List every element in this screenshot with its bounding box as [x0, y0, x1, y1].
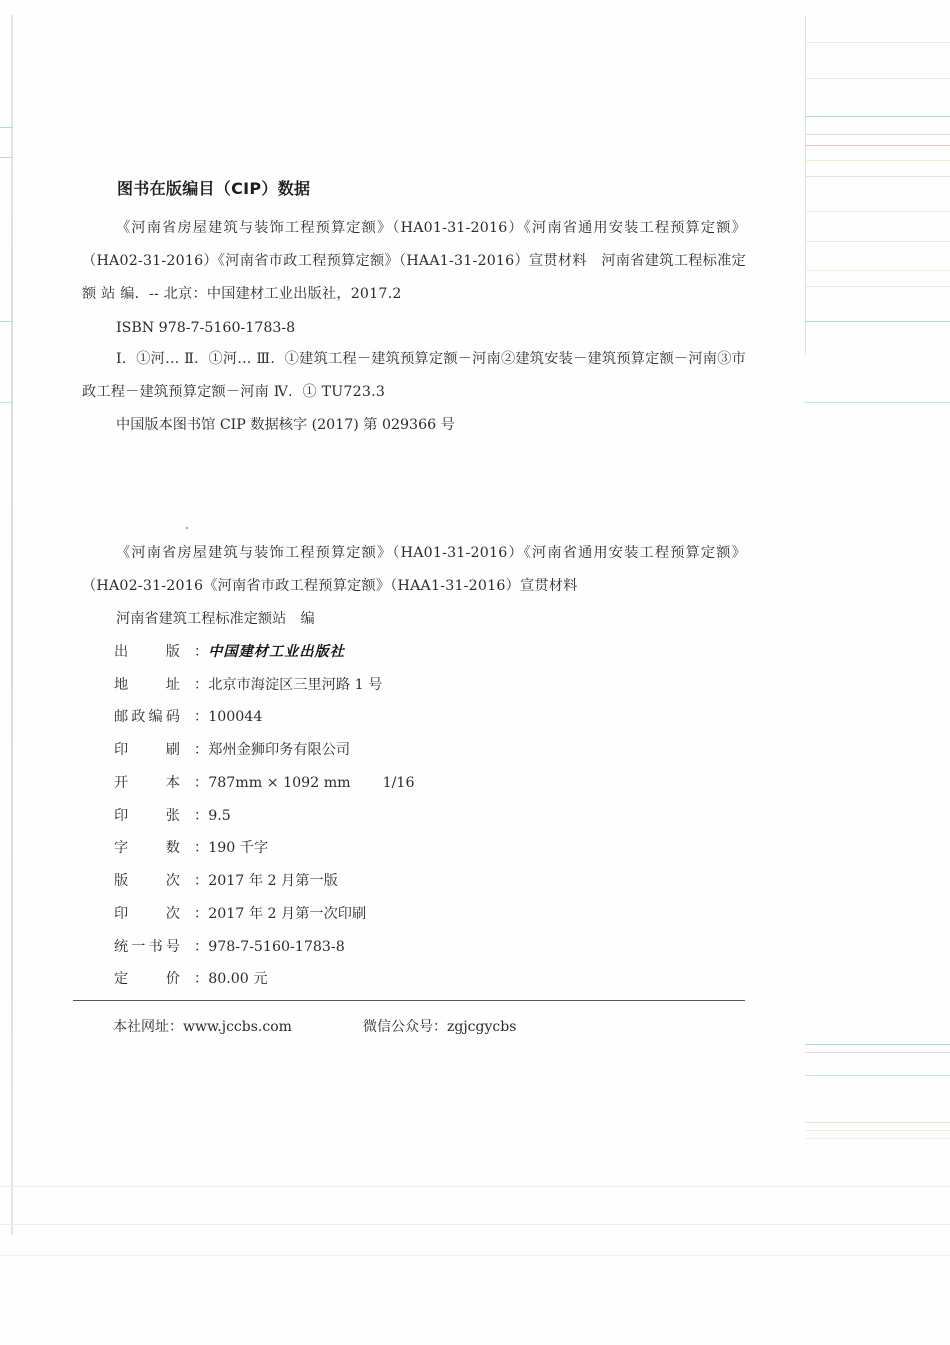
imprint-value: 郑州金狮印务有限公司	[208, 742, 351, 758]
imprint-postcode	[114, 705, 262, 729]
colon: ：	[194, 709, 209, 725]
colon: ：	[194, 677, 209, 693]
cip-isbn: ISBN 978-7-5160-1783-8	[116, 320, 296, 336]
scan-edge-right	[805, 15, 806, 355]
book-title-paragraph: 《河南省房屋建筑与装饰工程预算定额》（HA01-31-2016）《河南省通用安装工程预算定额》（HA02-31-2016《河南省市政工程预算定额》（HAA1-31-2016）宣贯材料	[82, 545, 746, 594]
scan-artifact-line	[805, 1138, 950, 1139]
imprint-value: 190 千字	[208, 840, 269, 856]
wechat-account: zgjcgycbs	[447, 1019, 517, 1035]
imprint-format	[114, 771, 415, 795]
imprint-label: 出版	[114, 644, 180, 660]
scan-artifact-line	[805, 402, 950, 403]
scan-artifact-line	[0, 157, 12, 158]
imprint-value: 100044	[208, 709, 263, 725]
imprint-label: 印张	[114, 808, 180, 824]
footer-divider	[73, 1000, 745, 1001]
scan-artifact-line	[805, 241, 950, 242]
scan-artifact-line	[805, 1130, 950, 1131]
colon: ：	[194, 840, 209, 856]
imprint-label: 统一书号	[114, 939, 180, 955]
imprint-price	[114, 967, 268, 991]
cip-record-number: 中国版本图书馆 CIP 数据核字 (2017) 第 029366 号	[116, 417, 455, 433]
imprint-printer	[114, 738, 350, 762]
imprint-label: 定价	[114, 971, 180, 987]
scan-artifact-line	[805, 176, 950, 177]
cip-classification	[82, 343, 746, 409]
scan-artifact-line	[805, 270, 950, 271]
scan-artifact-line	[805, 42, 950, 43]
scan-artifact-line	[805, 286, 950, 287]
footer-wechat	[363, 1016, 516, 1036]
scan-artifact-line	[805, 78, 950, 79]
imprint-word-count	[114, 836, 268, 860]
imprint-value: 787mm × 1092 mm	[208, 775, 351, 791]
scan-artifact-line	[0, 321, 12, 322]
scan-edge-left	[11, 15, 13, 1235]
scan-artifact-line	[805, 145, 950, 146]
book-editor: 河南省建筑工程标准定额站 编	[116, 611, 315, 627]
website-url: www.jccbs.com	[183, 1019, 292, 1035]
scan-artifact-line	[805, 1122, 950, 1123]
imprint-value: 978-7-5160-1783-8	[208, 939, 345, 955]
scan-artifact-band	[0, 1255, 950, 1256]
footer-website	[113, 1016, 292, 1036]
imprint-label: 邮政编码	[114, 709, 180, 725]
scan-artifact-line	[805, 1052, 950, 1053]
scan-artifact-line	[805, 160, 950, 161]
imprint-value: 9.5	[208, 808, 231, 824]
website-label: 本社网址：	[113, 1019, 183, 1035]
imprint-edition	[114, 869, 338, 893]
scan-artifact-line	[805, 116, 950, 117]
imprint-printing	[114, 902, 366, 926]
imprint-book-number	[114, 935, 345, 959]
imprint-label: 印次	[114, 906, 180, 922]
colon: ：	[194, 742, 209, 758]
scan-artifact-line	[805, 1075, 950, 1076]
imprint-label: 印刷	[114, 742, 180, 758]
imprint-value: 80.00 元	[208, 971, 268, 987]
scan-artifact-line	[0, 402, 12, 403]
wechat-label: 微信公众号：	[363, 1019, 447, 1035]
cip-description	[82, 212, 746, 311]
imprint-label: 字数	[114, 840, 180, 856]
imprint-value: 北京市海淀区三里河路 1 号	[208, 677, 383, 693]
publisher-name: 中国建材工业出版社	[208, 644, 345, 660]
scan-artifact-line	[0, 127, 12, 128]
colon: ：	[194, 939, 209, 955]
cip-classification-paragraph: Ⅰ．①河… Ⅱ．①河… Ⅲ．①建筑工程－建筑预算定额－河南②建筑安装－建筑预算定额－河南③市政工程－建筑预算定额－河南 Ⅳ．① TU723.3	[82, 351, 746, 400]
scan-artifact-line	[805, 1044, 950, 1045]
scan-artifact-line	[805, 211, 950, 212]
imprint-value: 2017 年 2 月第一次印刷	[208, 906, 367, 922]
colon: ：	[194, 906, 209, 922]
imprint-label: 版次	[114, 873, 180, 889]
imprint-address	[114, 673, 382, 697]
imprint-sheets	[114, 804, 231, 828]
scan-artifact-band	[0, 1224, 950, 1225]
colon: ：	[194, 971, 209, 987]
book-title-block	[82, 537, 746, 603]
imprint-value: 2017 年 2 月第一版	[208, 873, 338, 889]
cip-description-paragraph: 《河南省房屋建筑与装饰工程预算定额》（HA01-31-2016）《河南省通用安装工程预算定额》（HA02-31-2016）《河南省市政工程预算定额》（HAA1-31-2016）宣贯材料 河南省建筑工程标准定额 站 编．-- 北京：中国建材工业出版社，2017.2	[82, 220, 746, 302]
colon: ：	[194, 808, 209, 824]
colon: ：	[194, 873, 209, 889]
imprint-label: 开本	[114, 775, 180, 791]
scan-artifact-line	[805, 134, 950, 135]
colon: ：	[194, 775, 209, 791]
scan-artifact-line	[805, 321, 950, 322]
scan-artifact-band	[0, 1186, 950, 1187]
imprint-publisher	[114, 640, 345, 664]
colon: ：	[194, 644, 209, 660]
cip-heading: 图书在版编目（CIP）数据	[117, 179, 311, 198]
imprint-label: 地址	[114, 677, 180, 693]
scan-speck	[186, 527, 188, 529]
imprint-format-fraction: 1/16	[382, 775, 415, 791]
